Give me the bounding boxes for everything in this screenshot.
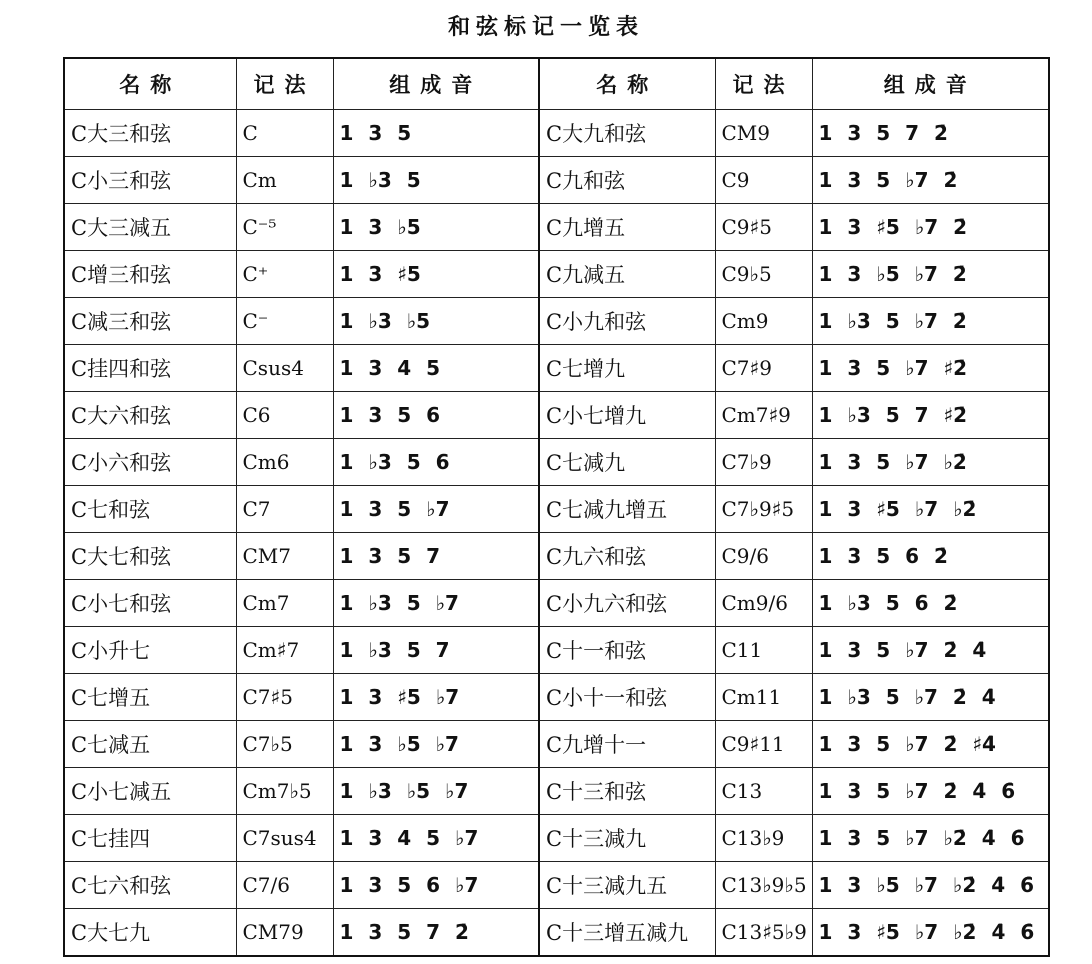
chord-tones: 1 3 ♯5 ♭7 2̇ (812, 204, 1049, 251)
table-row (64, 721, 1049, 768)
chord-name: C十三减九 (539, 815, 715, 862)
chord-tones: 1 3 5 6 ♭7 (333, 862, 539, 909)
table-row (64, 110, 1049, 157)
chord-name: C减三和弦 (64, 298, 236, 345)
chord-symbol: Cm7♯9 (715, 392, 812, 439)
chord-name: C九六和弦 (539, 533, 715, 580)
chord-name: C十三和弦 (539, 768, 715, 815)
chord-symbol: C⁻⁵ (236, 204, 333, 251)
chord-symbol: C6 (236, 392, 333, 439)
chord-name: C九减五 (539, 251, 715, 298)
table-row (64, 909, 1049, 957)
chord-name: C七减九增五 (539, 486, 715, 533)
table-row (64, 345, 1049, 392)
chord-tones: 1 3 ♯5 ♭7 ♭2̇ 4̇ 6̇ (812, 909, 1049, 957)
chord-tones: 1 3 ♭5 (333, 204, 539, 251)
chord-tones: 1 3 5 ♭7 ♭2̇ (812, 439, 1049, 486)
table-row (64, 251, 1049, 298)
chord-symbol: C7 (236, 486, 333, 533)
chord-tones: 1 ♭3 5 ♭7 2̇ 4̇ (812, 674, 1049, 721)
chord-tones: 1 3 5 6 2̇ (812, 533, 1049, 580)
chord-name: C小七和弦 (64, 580, 236, 627)
chord-symbol: C7♯5 (236, 674, 333, 721)
chord-table (63, 57, 1050, 957)
chord-tones: 1 3 5 7 2̇ (812, 110, 1049, 157)
chord-tones: 1 ♭3 5 6 2̇ (812, 580, 1049, 627)
chord-tones: 1 3 4 5 ♭7 (333, 815, 539, 862)
chord-tones: 1 3 ♯5 ♭7 ♭2̇ (812, 486, 1049, 533)
header-tones: 组成音 (812, 58, 1049, 110)
chord-name: C小三和弦 (64, 157, 236, 204)
chord-name: C七减九 (539, 439, 715, 486)
chord-name: C小九和弦 (539, 298, 715, 345)
chord-symbol: Cm6 (236, 439, 333, 486)
chord-symbol: C7♭5 (236, 721, 333, 768)
chord-tones: 1 3 ♭5 ♭7 ♭2̇ 4̇ 6̇ (812, 862, 1049, 909)
chord-name: C九增五 (539, 204, 715, 251)
chord-tones: 1 ♭3 5 7 (333, 627, 539, 674)
chord-name: C大三和弦 (64, 110, 236, 157)
chord-name: C增三和弦 (64, 251, 236, 298)
chord-symbol: C7sus4 (236, 815, 333, 862)
chord-tones: 1 3 5 ♭7 ♯2̇ (812, 345, 1049, 392)
chord-symbol: CM7 (236, 533, 333, 580)
chord-name: C小七增九 (539, 392, 715, 439)
chord-name: C小九六和弦 (539, 580, 715, 627)
chord-name: C十一和弦 (539, 627, 715, 674)
chord-tones: 1 3 5 6 (333, 392, 539, 439)
chord-tones: 1 ♭3 5 ♭7 (333, 580, 539, 627)
header-symbol: 记法 (715, 58, 812, 110)
chord-tones: 1 3 5 7 2̇ (333, 909, 539, 957)
chord-tones: 1 ♭3 ♭5 ♭7 (333, 768, 539, 815)
chord-symbol: C9♭5 (715, 251, 812, 298)
chord-symbol: C7♭9♯5 (715, 486, 812, 533)
chord-name: C七挂四 (64, 815, 236, 862)
chord-name: C九和弦 (539, 157, 715, 204)
chord-name: C七增五 (64, 674, 236, 721)
chord-symbol: Cm (236, 157, 333, 204)
chord-symbol: C (236, 110, 333, 157)
chord-symbol: C9 (715, 157, 812, 204)
chord-symbol: C7♭9 (715, 439, 812, 486)
header-tones: 组成音 (333, 58, 539, 110)
chord-name: C小十一和弦 (539, 674, 715, 721)
chord-tones: 1 3 5 ♭7 ♭2̇ 4̇ 6̇ (812, 815, 1049, 862)
chord-symbol: C⁺ (236, 251, 333, 298)
page-title: 和弦标记一览表 (447, 15, 644, 40)
chord-symbol: CM9 (715, 110, 812, 157)
table-row (64, 533, 1049, 580)
table-header-row (64, 58, 1049, 110)
chord-tones: 1 ♭3 5 6 (333, 439, 539, 486)
chord-tones: 1 3 ♯5 ♭7 (333, 674, 539, 721)
chord-name: C大七九 (64, 909, 236, 957)
chord-symbol: Cm9 (715, 298, 812, 345)
chord-tones: 1 3 5 ♭7 2̇ (812, 157, 1049, 204)
chord-name: C七和弦 (64, 486, 236, 533)
header-name: 名称 (64, 58, 236, 110)
chord-name: C十三增五减九 (539, 909, 715, 957)
chord-symbol: C7/6 (236, 862, 333, 909)
chord-symbol: Cm7♭5 (236, 768, 333, 815)
chord-symbol: C7♯9 (715, 345, 812, 392)
table-row (64, 204, 1049, 251)
chord-name: C七减五 (64, 721, 236, 768)
table-row (64, 298, 1049, 345)
table-row (64, 862, 1049, 909)
header-symbol: 记法 (236, 58, 333, 110)
table-row (64, 627, 1049, 674)
chord-name: C七增九 (539, 345, 715, 392)
chord-symbol: C9♯11 (715, 721, 812, 768)
chord-name: C大九和弦 (539, 110, 715, 157)
chord-name: C小升七 (64, 627, 236, 674)
chord-name: C小七减五 (64, 768, 236, 815)
chord-symbol: C13♭9♭5 (715, 862, 812, 909)
chord-name: C大三减五 (64, 204, 236, 251)
chord-tones: 1 ♭3 ♭5 (333, 298, 539, 345)
chord-tones: 1 3 5 ♭7 2̇ 4̇ (812, 627, 1049, 674)
chord-symbol: Cm9/6 (715, 580, 812, 627)
table-row (64, 439, 1049, 486)
chord-tones: 1 3 ♯5 (333, 251, 539, 298)
table-row (64, 392, 1049, 439)
chord-tones: 1 ♭3 5 (333, 157, 539, 204)
chord-name: C挂四和弦 (64, 345, 236, 392)
chord-tones: 1 3 5 7 (333, 533, 539, 580)
chord-symbol: CM79 (236, 909, 333, 957)
chord-tones: 1 3 5 ♭7 (333, 486, 539, 533)
chord-name: C小六和弦 (64, 439, 236, 486)
table-row (64, 157, 1049, 204)
chord-name: C大六和弦 (64, 392, 236, 439)
chord-name: C七六和弦 (64, 862, 236, 909)
chord-symbol: C11 (715, 627, 812, 674)
chord-name: C大七和弦 (64, 533, 236, 580)
table-row (64, 486, 1049, 533)
chord-tones: 1 3 5 (333, 110, 539, 157)
chord-symbol: C9/6 (715, 533, 812, 580)
table-row (64, 815, 1049, 862)
chord-symbol: C⁻ (236, 298, 333, 345)
chord-symbol: C9♯5 (715, 204, 812, 251)
chord-tones: 1 3 ♭5 ♭7 2̇ (812, 251, 1049, 298)
table-row (64, 674, 1049, 721)
table-row (64, 580, 1049, 627)
chord-symbol: Csus4 (236, 345, 333, 392)
chord-symbol: Cm11 (715, 674, 812, 721)
chord-tones: 1 3 4 5 (333, 345, 539, 392)
chord-name: C十三减九五 (539, 862, 715, 909)
chord-symbol: C13 (715, 768, 812, 815)
chord-name: C九增十一 (539, 721, 715, 768)
chord-symbol: C13♭9 (715, 815, 812, 862)
chord-symbol: Cm7 (236, 580, 333, 627)
chord-symbol: Cm♯7 (236, 627, 333, 674)
table-row (64, 768, 1049, 815)
chord-tones: 1 3 ♭5 ♭7 (333, 721, 539, 768)
chord-tones: 1 ♭3 5 7 ♯2̇ (812, 392, 1049, 439)
chord-tones: 1 3 5 ♭7 2̇ 4̇ 6̇ (812, 768, 1049, 815)
chord-symbol: C13♯5♭9 (715, 909, 812, 957)
chord-tones: 1 ♭3 5 ♭7 2̇ (812, 298, 1049, 345)
header-name: 名称 (539, 58, 715, 110)
chord-tones: 1 3 5 ♭7 2̇ ♯4̇ (812, 721, 1049, 768)
